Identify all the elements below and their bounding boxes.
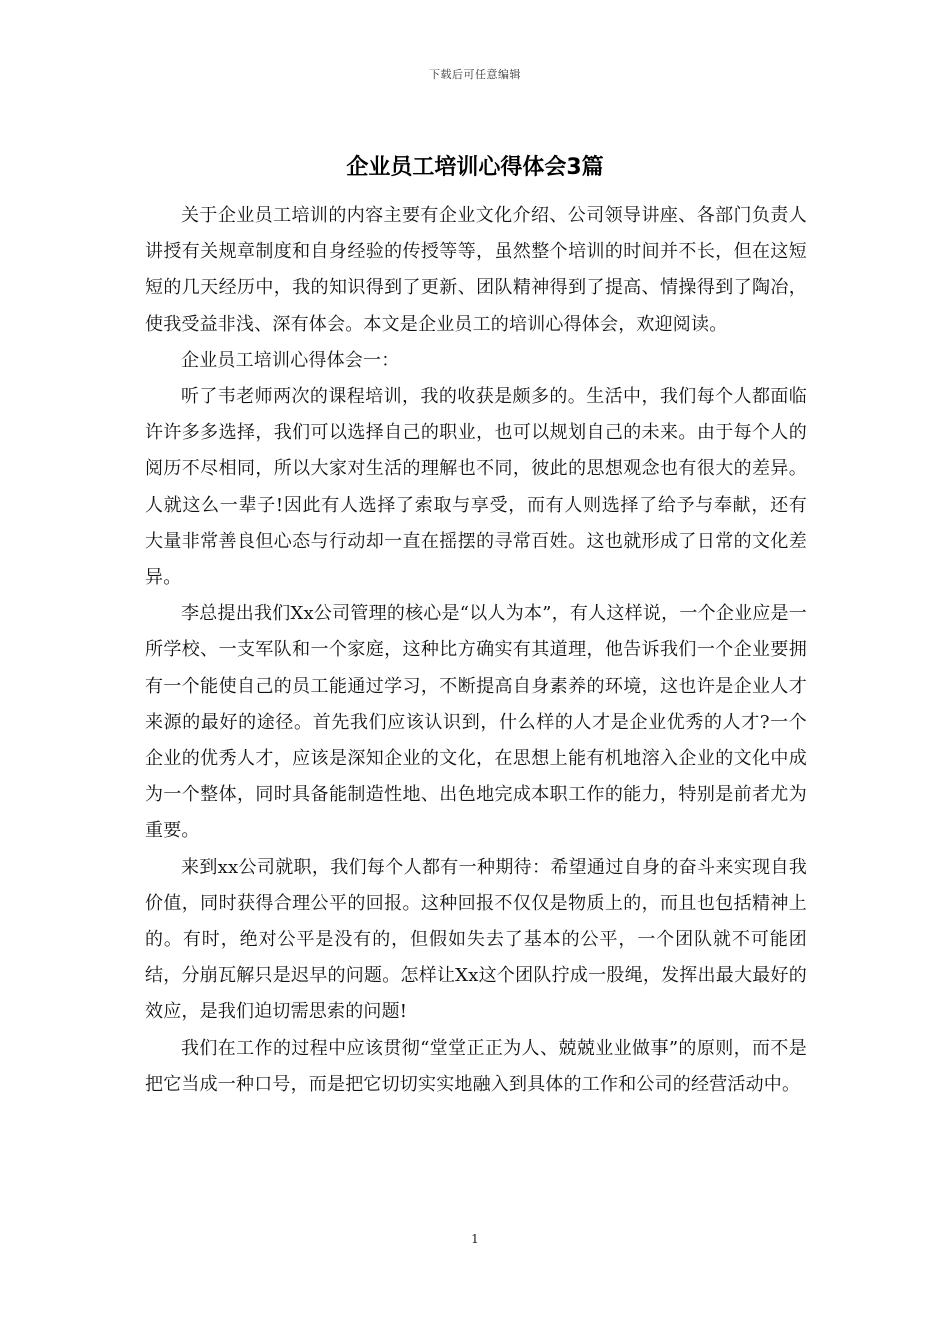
page-number: 1 xyxy=(471,1232,479,1246)
document-title: 企业员工培训心得体会3篇 xyxy=(346,155,604,180)
paragraph: 来到xx公司就职，我们每个人都有一种期待：希望通过自身的奋斗来实现自我价值，同时获得合理公平的回报。这种回报不仅仅是物质上的，而且也包括精神上的。有时，绝对公平是没有的，但假如失去了基本的公平，一个团队就不可能团结，分崩瓦解只是迟早的问题。怎样让Xx这个团队拧成一股绳，发挥出最大最好的效应，是我们迫切需思索的问题! xyxy=(145,856,807,1023)
document-body xyxy=(145,198,807,1103)
header-note: 下载后可任意编辑 xyxy=(429,68,521,81)
paragraph: 李总提出我们Xx公司管理的核心是“以人为本”，有人这样说，一个企业应是一所学校、一支军队和一个家庭，这种比方确实有其道理，他告诉我们一个企业要拥有一个能使自己的员工能通过学习，不断提高自身素养的环境，这也许是企业人才来源的最好的途径。首先我们应该认识到，什么样的人才是企业优秀的人才?一个企业的优秀人才，应该是深知企业的文化，在思想上能有机地溶入企业的文化中成为一个整体，同时具备能制造性地、出色地完成本职工作的能力，特别是前者尤为重要。 xyxy=(145,603,807,842)
paragraph-intro: 关于企业员工培训的内容主要有企业文化介绍、公司领导讲座、各部门负责人讲授有关规章制度和自身经验的传授等等，虽然整个培训的时间并不长，但在这短短的几天经历中，我的知识得到了更新、团队精神得到了提高、情操得到了陶冶，使我受益非浅、深有体会。本文是企业员工的培训心得体会，欢迎阅读。 xyxy=(145,205,807,335)
paragraph: 我们在工作的过程中应该贯彻“堂堂正正为人、兢兢业业做事”的原则，而不是把它当成一种口号，而是把它切切实实地融入到具体的工作和公司的经营活动中。 xyxy=(145,1037,807,1095)
paragraph: 听了韦老师两次的课程培训，我的收获是颇多的。生活中，我们每个人都面临许许多多选择，我们可以选择自己的职业，也可以规划自己的未来。由于每个人的阅历不尽相同，所以大家对生活的理解也不同，彼此的思想观念也有很大的差异。人就这么一辈子!因此有人选择了索取与享受，而有人则选择了给予与奉献，还有大量非常善良但心态与行动却一直在摇摆的寻常百姓。这也就形成了日常的文化差异。 xyxy=(145,386,807,589)
section-heading-one: 企业员工培训心得体会一： xyxy=(181,349,400,371)
